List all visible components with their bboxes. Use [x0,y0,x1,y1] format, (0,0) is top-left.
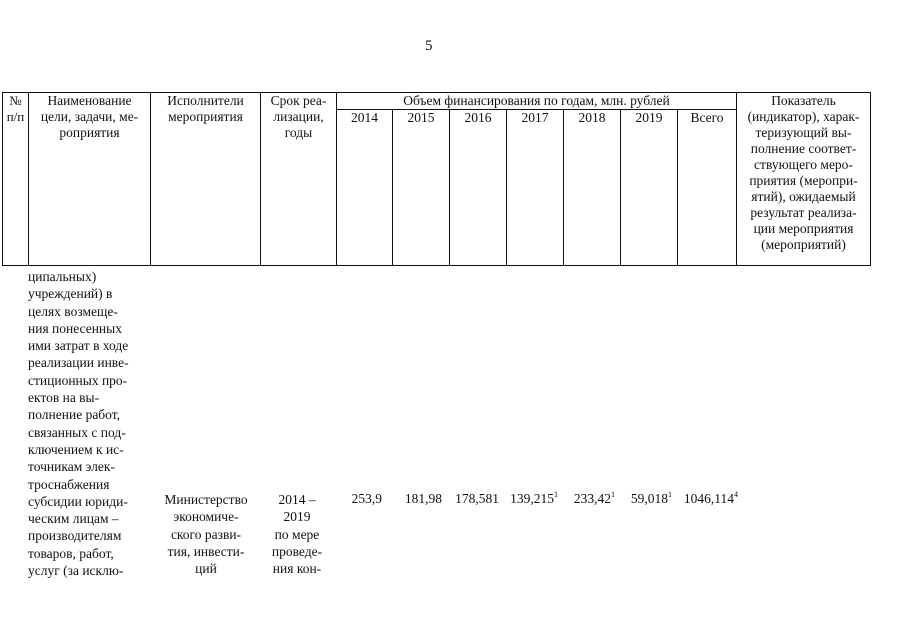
header-num: № п/п [6,93,25,124]
text-line: ния понесенных [28,320,122,336]
value-total: 1046,114$^4$ [683,490,738,506]
executor-line: ций [195,561,217,577]
header-term-cell [261,93,337,266]
header-table [2,92,871,266]
page-number: 5 [425,38,433,54]
header-executors: Исполнители мероприятия [167,93,244,124]
text-line: учреждений) в [28,286,113,302]
term-line: 2014 – [278,492,316,507]
text-line: субсидии юриди- [28,493,128,509]
text-line: производителям [28,528,122,544]
header-indicator: Показатель (индикатор), харак- теризующий вы- полнение соответ- ствующего меро- приятия (меропри- ятий), ожидаемый результат реализа- ции мероприятия (мероприятий) [747,93,860,252]
header-name-cell [29,93,151,266]
text-line: полнение работ, [28,407,121,423]
header-funding-title: Объем финансирования по годам, млн. рублей [337,93,737,110]
value-2017: 139,215$^1$ [510,490,558,506]
table-edge-mark [2,248,3,266]
executor-line: тия, инвести- [167,543,245,559]
text-line: целях возмеще- [28,303,118,319]
text-line: точникам элек- [28,459,115,475]
header-num-cell [3,93,29,266]
header-year-2018: 2018 [564,110,621,266]
header-year-total: Всего [678,110,737,266]
text-line: стиционных про- [28,372,128,388]
term-line: ния кон- [272,561,322,577]
value-2015: 181,98 [404,491,442,506]
header-indicator-cell [737,93,871,266]
header-executors-cell [151,93,261,266]
text-line: ципальных) [28,269,97,284]
header-name: Наименование цели, задачи, ме- роприятия [40,93,139,140]
value-2016: 178,581 [455,491,499,506]
term-line: проведе- [271,543,323,559]
header-year-2014: 2014 [337,110,393,266]
header-year-2016: 2016 [450,110,507,266]
header-year-2017: 2017 [507,110,564,266]
term-line: 2019 [283,509,311,525]
text-line: ключением к ис- [28,441,124,457]
header-term: Срок реа- лизации, годы [270,93,327,140]
text-line: ческим лицам – [28,511,119,527]
value-2018: 233,42$^1$ [573,490,615,506]
text-line: реализации инве- [28,355,129,371]
text-line: связанных с под- [28,424,126,440]
value-2019: 59,018$^1$ [630,490,672,506]
header-year-2015: 2015 [393,110,450,266]
text-line: ими затрат в ходе [28,338,129,354]
executor-line: ского разви- [170,526,242,542]
executor-line: Министерство [164,492,248,507]
text-line: товаров, работ, [28,545,114,561]
value-2014: 253,9 [351,491,382,506]
term-line: по мере [274,526,320,542]
text-line: троснабжения [28,476,110,492]
executor-line: экономиче- [173,509,239,525]
executor-column-text [154,491,258,577]
name-column-text [28,268,152,579]
text-line: услуг (за исклю- [28,563,124,579]
header-year-2019: 2019 [621,110,678,266]
text-line: ектов на вы- [28,390,100,406]
term-column-text [260,491,334,577]
